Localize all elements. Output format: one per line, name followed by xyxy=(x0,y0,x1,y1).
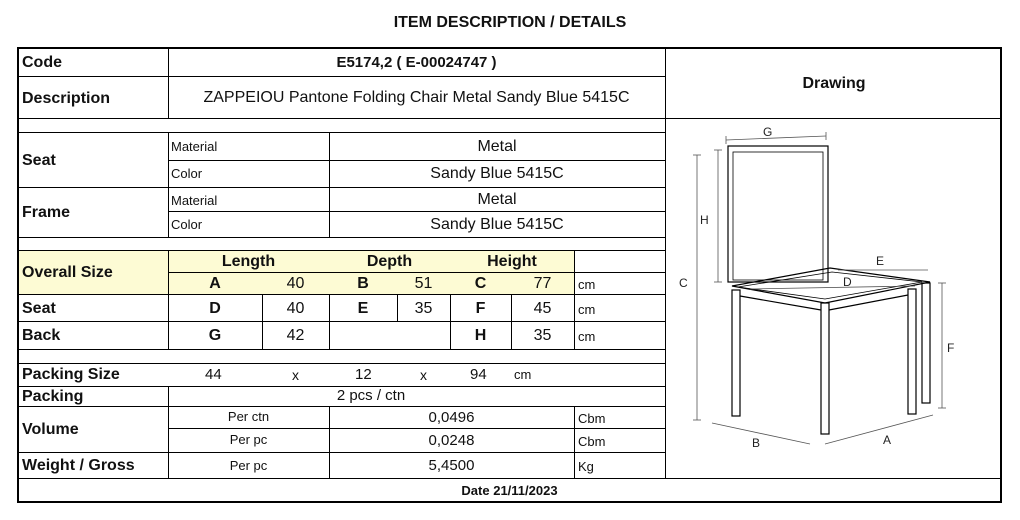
size-code: H xyxy=(474,327,487,344)
seat-color-value: Sandy Blue 5415C xyxy=(430,165,564,182)
drawing-label: Drawing xyxy=(802,75,866,92)
size-value: 51 xyxy=(414,275,433,292)
dim-label-d: D xyxy=(843,275,852,289)
code-label: Code xyxy=(22,54,62,71)
code-value: E5174,2 ( E-00024747 ) xyxy=(336,54,497,71)
back-size-label: Back xyxy=(22,327,61,344)
leg xyxy=(732,290,740,416)
header-length: Length xyxy=(221,253,276,270)
size-unit: cm xyxy=(578,277,596,292)
packing-size-label: Packing Size xyxy=(22,366,120,383)
size-value: 77 xyxy=(533,275,552,292)
dim-label-b: B xyxy=(752,436,761,450)
packing-size-height: 94 xyxy=(470,366,487,383)
size-unit: cm xyxy=(578,329,596,344)
seat-label: Seat xyxy=(22,152,56,169)
size-code: G xyxy=(208,327,222,344)
dim-label-c: C xyxy=(679,276,688,290)
volume-per-pc-unit: Cbm xyxy=(578,434,606,449)
chair-drawing xyxy=(666,119,1002,478)
size-value: 42 xyxy=(286,327,305,344)
frame-material-label: Material xyxy=(171,193,218,208)
weight-unit: Kg xyxy=(578,459,594,474)
size-code: F xyxy=(475,300,486,317)
size-code: E xyxy=(357,300,369,317)
dim-label-e: E xyxy=(876,254,885,268)
dim-label-h: H xyxy=(700,213,709,227)
leg xyxy=(908,289,916,414)
frame-material-value: Metal xyxy=(477,191,517,208)
packing-size-x: x xyxy=(420,367,427,383)
description-label: Description xyxy=(22,90,111,107)
volume-per-pc-label: Per pc xyxy=(229,432,268,447)
seat-color-label: Color xyxy=(171,166,203,181)
volume-per-pc-value: 0,0248 xyxy=(428,432,475,449)
leg xyxy=(922,283,930,403)
dim-label-f: F xyxy=(947,341,955,355)
overall-size-label: Overall Size xyxy=(22,264,113,281)
volume-per-ctn-label: Per ctn xyxy=(227,409,270,424)
date: Date 21/11/2023 xyxy=(461,483,558,498)
packing-size-length: 44 xyxy=(205,366,222,383)
dim-label-a: A xyxy=(883,433,892,447)
header-depth: Depth xyxy=(366,253,413,270)
frame-color-label: Color xyxy=(171,217,203,232)
packing-label: Packing xyxy=(22,388,84,405)
packing-size-width: 12 xyxy=(355,366,372,383)
frame-color-value: Sandy Blue 5415C xyxy=(430,216,564,233)
description-value: ZAPPEIOU Pantone Folding Chair Metal Sandy Blue 5415C xyxy=(203,89,630,106)
size-unit: cm xyxy=(578,302,596,317)
size-value: 35 xyxy=(414,300,433,317)
seat-size-label: Seat xyxy=(22,300,56,317)
page-title: ITEM DESCRIPTION / DETAILS xyxy=(393,14,627,31)
size-value: 45 xyxy=(533,300,552,317)
packing-size-unit: cm xyxy=(514,367,532,382)
weight-per-pc-label: Per pc xyxy=(229,458,268,473)
size-value: 40 xyxy=(286,300,305,317)
seat-material-value: Metal xyxy=(477,138,517,155)
weight-value: 5,4500 xyxy=(428,457,475,474)
seat-material-label: Material xyxy=(171,139,218,154)
leg xyxy=(821,303,829,434)
size-value: 35 xyxy=(533,327,552,344)
volume-label: Volume xyxy=(22,421,79,438)
size-code: D xyxy=(209,300,221,317)
packing-size-x: x xyxy=(292,367,299,383)
volume-per-ctn-unit: Cbm xyxy=(578,411,606,426)
size-value: 40 xyxy=(286,275,305,292)
size-code: C xyxy=(474,275,487,292)
weight-label: Weight / Gross xyxy=(22,457,135,474)
size-code: A xyxy=(209,275,221,292)
backrest-outline xyxy=(728,146,828,282)
size-code: B xyxy=(357,275,369,292)
volume-per-ctn-value: 0,0496 xyxy=(428,409,475,426)
header-height: Height xyxy=(487,253,537,270)
dim-label-g: G xyxy=(763,125,773,139)
packing-value: 2 pcs / ctn xyxy=(336,387,406,404)
frame-label: Frame xyxy=(22,204,71,221)
